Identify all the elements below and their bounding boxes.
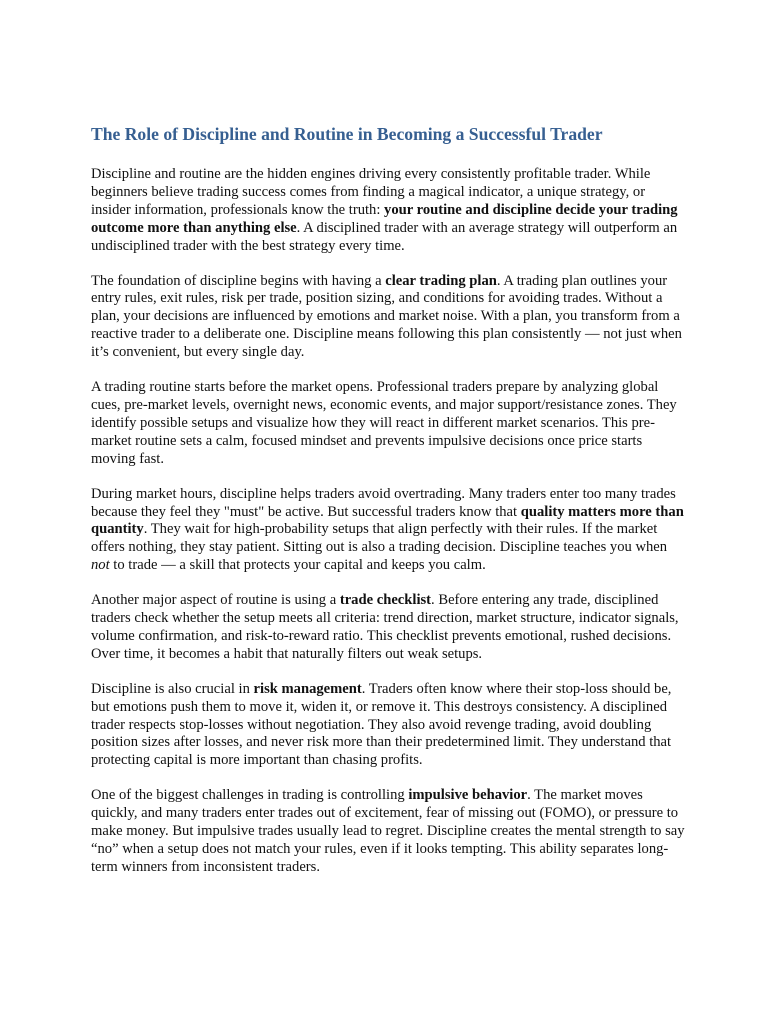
italic-text-run: not	[91, 557, 110, 574]
bold-text-run: clear trading plan	[385, 272, 497, 289]
paragraph-risk-management	[91, 681, 685, 771]
bold-text-run: risk management	[253, 680, 362, 697]
document-title: The Role of Discipline and Routine in Becoming a Successful Trader	[91, 124, 603, 144]
paragraph-checklist	[91, 592, 685, 664]
paragraph-market-hours	[91, 486, 685, 576]
document-body	[91, 123, 685, 894]
text-run: Another major aspect of routine is using a	[91, 592, 340, 609]
bold-text-run: impulsive behavior	[408, 787, 528, 804]
paragraph-impulsive-behavior	[91, 787, 685, 877]
bold-text-run: your routine and discipline decide your trading outcome more than anything else	[91, 201, 678, 236]
text-run: . A disciplined trader with an average strategy will outperform an undisciplined trader with the best strategy every time.	[91, 219, 678, 254]
text-run: . Before entering any trade, disciplined traders check whether the setup meets all criteria: trend direction, market structure, indicator signals, volume confirmation, and risk-to-reward ratio. This checklist prevents emotional, rushed decisions. Over time, it becomes a habit that naturally filters out weak setups.	[91, 592, 679, 662]
paragraph-intro	[91, 166, 685, 256]
text-run: A trading routine starts before the market opens. Professional traders prepare by analyzing global cues, pre-market levels, overnight news, economic events, and major support/resistance zones. They identify possible setups and visualize how they will react in different market scenarios. This pre-market routine sets a calm, focused mindset and prevents impulsive decisions once price starts moving fast.	[91, 379, 677, 467]
text-run: One of the biggest challenges in trading is controlling	[91, 787, 409, 804]
paragraph-routine	[91, 379, 685, 469]
text-run: Discipline is also crucial in	[91, 680, 254, 697]
bold-text-run: trade checklist	[339, 592, 432, 609]
text-run: . The market moves quickly, and many traders enter trades out of excitement, fear of missing out (FOMO), or pressure to make money. But impulsive trades usually lead to regret. Discipline creates the mental strength to say “no” when a setup does not match your rules, even if it looks tempting. This ability separates long-term winners from inconsistent traders.	[91, 787, 685, 875]
text-run: to trade — a skill that protects your capital and keeps you calm.	[109, 557, 486, 574]
text-run: . They wait for high-probability setups that align perfectly with their rules. If the market offers nothing, they stay patient. Sitting out is also a trading decision. Discipline teaches you when	[91, 521, 668, 556]
bold-text-run: quality matters more than quantity	[91, 503, 684, 538]
paragraph-trading-plan	[91, 273, 685, 363]
text-run: Discipline and routine are the hidden engines driving every consistently profitable trader. While beginners believe trading success comes from finding a magical indicator, a unique strategy, or insider information, professionals know the truth:	[91, 166, 651, 218]
text-run: During market hours, discipline helps traders avoid overtrading. Many traders enter too many trades because they feel they "must" be active. But successful traders know that	[91, 485, 676, 520]
text-run: . Traders often know where their stop-loss should be, but emotions push them to move it, widen it, or remove it. This destroys consistency. A disciplined trader respects stop-losses without negotiation. They also avoid revenge trading, avoid doubling position sizes after losses, and never risk more than their predetermined limit. They understand that protecting capital is more important than chasing profits.	[91, 680, 672, 769]
text-run: The foundation of discipline begins with having a	[91, 272, 386, 289]
text-run: . A trading plan outlines your entry rules, exit rules, risk per trade, position sizing, and conditions for avoiding trades. Without a plan, your decisions are influenced by emotions and market noise. With a plan, you transform from a reactive trader to a deliberate one. Discipline means following this plan consistently — not just when it’s convenient, but every single day.	[91, 272, 682, 361]
